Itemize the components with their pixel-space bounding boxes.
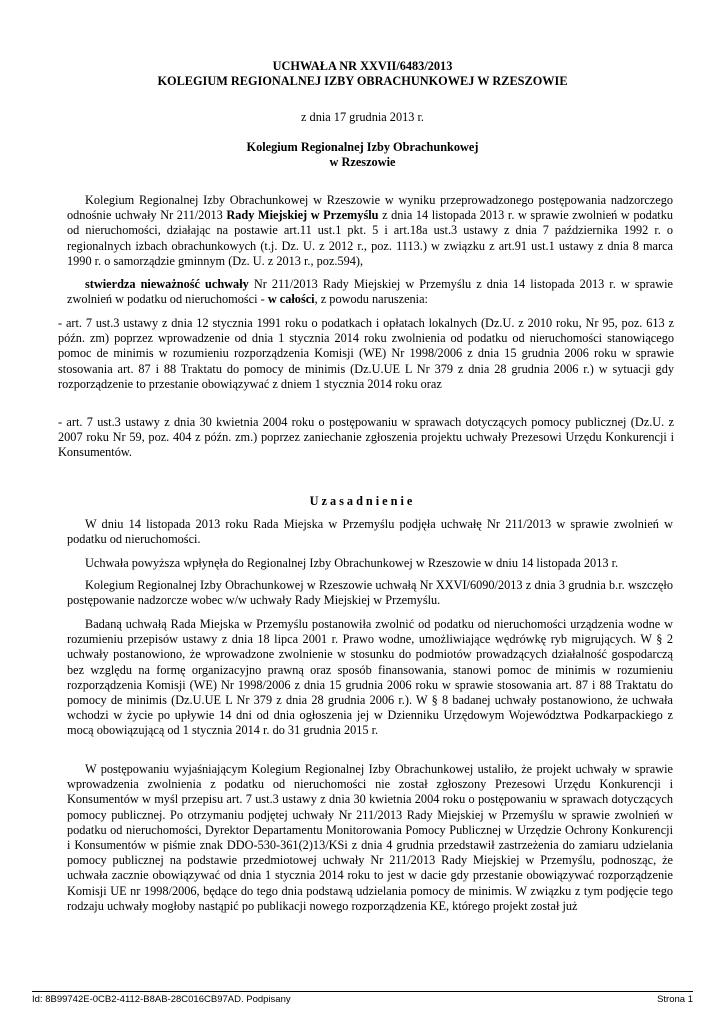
justification-text-4: Badaną uchwałą Rada Miejska w Przemyślu postanowiła zwolnić od podatku od nieruchomości urządzenia wodne w rozumieniu przepisów ustawy z dnia 18 lipca 2001 r. Prawo wodne, umożliwiające wędrówkę ryb migrujących. W § 2 uchwały postanowiono, że wprowadzone zwolnienie w stosunku do podmiotów prowadzących działalność gospodarczą bez względu na formę organizacyjno prawną oraz sposób finansowania, stanowi pomoc de minimis w rozumieniu rozporządzenia Komisji (WE) Nr 1998/2006 z dnia 15 grudnia 2006 roku w sprawie stosowania art. 87 i 88 Traktatu do pomocy de minimis (Dz.U.UE L Nr 379 z dnia 28 grudnia 2006 r.). W § 8 badanej uchwały postanowiono, że uchwała wchodzi w życie po upływie 14 dni od dnia ogłoszenia jej w Dzienniku Urzędowym Województwa Podkarpackiego z mocą obowiązującą od 1 stycznia 2014 r. do 31 grudnia 2015 r. [67,617,673,738]
document-title-line1: UCHWAŁA NR XXVII/6483/2013 [272,59,453,73]
violation-item-2: - art. 7 ust.3 ustawy z dnia 30 kwietnia 2004 roku o postępowaniu w sprawach dotyczących pomocy publicznej (Dz.U. z 2007 roku Nr 59, poz. 404 z późn. zm.) poprzez zaniechanie zgłoszenia projektu uchwały Prezesowi Urzędu Konkurencji i Konsumentów. [58,415,674,460]
decision-text-1: Nr 211/2013 Rady Miejskiej w Przemyślu z dnia 14 listopada 2013 r. w sprawie zwolnień w podatku od nieruchomości - [67,277,673,307]
justification-paragraph-2 [67,556,673,571]
footer-divider [32,991,693,992]
justification-text-5: W postępowaniu wyjaśniającym Kolegium Regionalnej Izby Obrachunkowej ustaliło, że projekt uchwały w sprawie wprowadzenia zwolnienia z podatku od nieruchomości nie został zgłoszony Prezesowi Urzędu Konkurencji i Konsumentów w myśl przepisu art. 7 ust.3 ustawy z dnia 30 kwietnia 2004 roku o postępowaniu w sprawach dotyczących pomocy publicznej. Po otrzymaniu podjętej uchwały Nr 211/2013 Rady Miejskiej w Przemyślu w sprawie zwolnień w podatku od nieruchomości, Dyrektor Departamentu Monitorowania Pomocy Publicznej w Urzędzie Ochrony Konkurencji i Konsumentów w piśmie znak DDO-530-361(2)13/KSi z dnia 4 grudnia przedstawił zastrzeżenia do zamiaru udzielania pomocy publicznej na podstawie przedmiotowej uchwały Nr 211/2013 Rady Miejskiej w Przemyślu, podnosząc, że uchwała zacznie obowiązywać od dnia 1 stycznia 2014 roku to jest w dacie gdy przestanie obowiązywać rozporządzenie Komisji UE nr 1998/2006, będące do tego dnia podstawą udzielania pomocy de minimis. W związku z tym podjęcie tego rodzaju uchwały mogłoby nastąpić po publikacji nowego rozporządzenia KE, którego projekt został już [67,762,673,913]
decision-text-2: , z powodu naruszenia: [314,292,428,307]
justification-paragraph-4 [67,617,673,739]
issuing-body-line1: Kolegium Regionalnej Izby Obrachunkowej [246,140,479,154]
issuing-body-line2: w Rzeszowie [329,155,396,169]
document-id: Id: 8B99742E-0CB2-4112-B8AB-28C016CB97AD. Podpisany [32,994,291,1005]
decision-paragraph [67,277,673,307]
intro-text-1: Kolegium Regionalnej Izby Obrachunkowej w Rzeszowie w wyniku przeprowadzonego postępowania nadzorczego odnośnie uchwały Nr 211/2013 [67,193,673,223]
decision-bold-2: w całości [267,292,315,307]
intro-text-2: z dnia 14 listopada 2013 r. w sprawie zwolnień w podatku od nieruchomości, działając na postawie art.11 ust.1 pkt. 5 i art.18a ust.3 ustawy z dnia 7 października 1992 r. o regionalnych izbach obrachunkowych (t.j. Dz. U. z 2012 r., poz. 1113.) w związku z art.91 ust.1 ustawy z dnia 8 marca 1990 r. o samorządzie gminnym (Dz. U. z 2013 r., poz.594), [67,208,673,268]
justification-text-2: Uchwała powyższa wpłynęła do Regionalnej Izby Obrachunkowej w Rzeszowie w dniu 14 listopada 2013 r. [85,556,619,570]
justification-paragraph-1 [67,517,673,547]
document-title-line2: KOLEGIUM REGIONALNEJ IZBY OBRACHUNKOWEJ W RZESZOWIE [157,74,568,88]
justification-heading: Uzasadnienie [309,494,416,508]
justification-paragraph-5 [67,762,673,914]
justification-text-3: Kolegium Regionalnej Izby Obrachunkowej w Rzeszowie uchwałą Nr XXVI/6090/2013 z dnia 3 grudnia b.r. wszczęło postępowanie nadzorcze wobec w/w uchwały Rady Miejskiej w Przemyślu. [67,578,673,608]
justification-text-1: W dniu 14 listopada 2013 roku Rada Miejska w Przemyślu podjęła uchwałę Nr 211/2013 w sprawie zwolnień w podatku od nieruchomości. [67,517,673,547]
intro-bold-council: Rady Miejskiej w Przemyślu [226,208,379,223]
intro-paragraph [67,193,673,269]
violation-item-1: - art. 7 ust.3 ustawy z dnia 12 stycznia 1991 roku o podatkach i opłatach lokalnych (Dz.U. z 2010 roku, Nr 95, poz. 613 z późn. zm) poprzez wprowadzenie od dnia 1 stycznia 2014 roku zwolnienia od podatku od nieruchomości stanowiącego pomoc de minimis w rozumieniu rozporządzenia Komisji (WE) Nr 1998/2006 z dnia 15 grudnia 2006 roku w sprawie stosowania art. 87 i 88 Traktatu do pomocy de minimis (Dz.U.UE L Nr 379 z dnia 28 grudnia 2006 r.) w sytuacji gdy rozporządzenie to przestanie obowiązywać z dniem 1 stycznia 2014 roku oraz [58,316,674,391]
justification-paragraph-3 [67,578,673,608]
decision-bold-1: stwierdza nieważność uchwały [85,277,249,291]
page-number: Strona 1 [657,994,693,1005]
document-date: z dnia 17 grudnia 2013 r. [301,110,424,124]
